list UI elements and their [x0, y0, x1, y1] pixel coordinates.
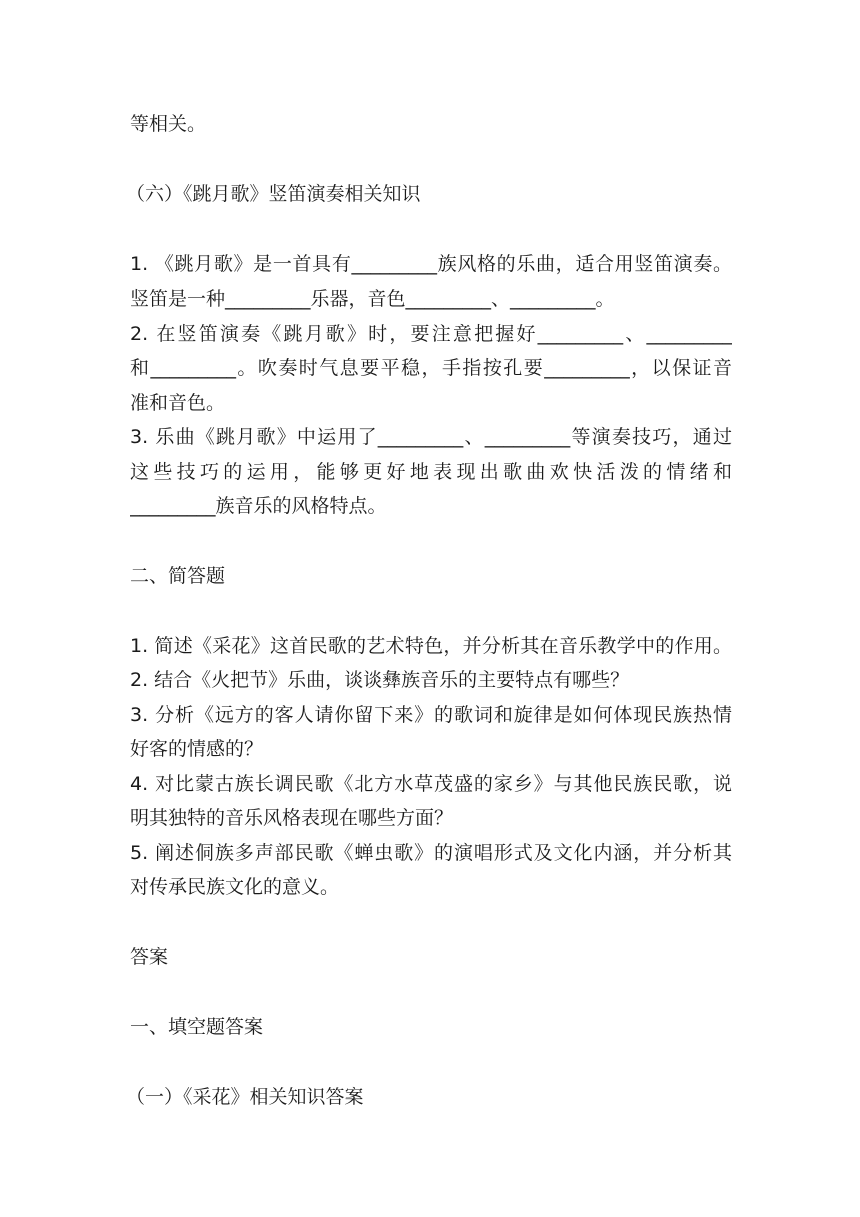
question-line: 好客的情感的？ — [130, 738, 264, 760]
question-line: 和_________。吹奏时气息要平稳，手指按孔要_________，以保证音 — [130, 357, 732, 379]
section-heading-answers: 答案 — [130, 946, 169, 968]
question-line: 4. 对比蒙古族长调民歌《北方水草茂盛的家乡》与其他民族民歌，说 — [130, 773, 732, 795]
question-line: 对传承民族文化的意义。 — [130, 876, 340, 898]
question-line: 准和音色。 — [130, 392, 226, 414]
question-line: _________族音乐的风格特点。 — [130, 495, 387, 517]
question-line: 5. 阐述侗族多声部民歌《蝉虫歌》的演唱形式及文化内涵，并分析其 — [130, 842, 732, 864]
question-line: 1. 《跳月歌》是一首具有_________族风格的乐曲，适合用竖笛演奏。 — [130, 253, 732, 275]
question-line: 这些技巧的运用，能够更好地表现出歌曲欢快活泼的情绪和 — [130, 461, 732, 483]
section-heading-tiaoyuege: （六）《跳月歌》竖笛演奏相关知识 — [126, 183, 421, 205]
question-line: 1. 简述《采花》这首民歌的艺术特色，并分析其在音乐教学中的作用。 — [130, 635, 732, 657]
question-line: 2. 在竖笛演奏《跳月歌》时，要注意把握好_________、_________ — [130, 323, 732, 345]
text-line-continuation: 等相关。 — [130, 113, 207, 135]
question-line: 竖笛是一种_________乐器，音色_________、_________。 — [130, 288, 615, 310]
question-line: 3. 分析《远方的客人请你留下来》的歌词和旋律是如何体现民族热情 — [130, 704, 732, 726]
question-line: 2. 结合《火把节》乐曲，谈谈彝族音乐的主要特点有哪些？ — [130, 669, 630, 691]
section-heading-caihua-answers: （一）《采花》相关知识答案 — [126, 1086, 364, 1108]
question-line: 3. 乐曲《跳月歌》中运用了_________、_________等演奏技巧，通过 — [130, 426, 732, 448]
section-heading-fill-blank-answers: 一、填空题答案 — [130, 1016, 264, 1038]
question-line: 明其独特的音乐风格表现在哪些方面？ — [130, 807, 454, 829]
section-heading-short-answer: 二、简答题 — [130, 565, 226, 587]
